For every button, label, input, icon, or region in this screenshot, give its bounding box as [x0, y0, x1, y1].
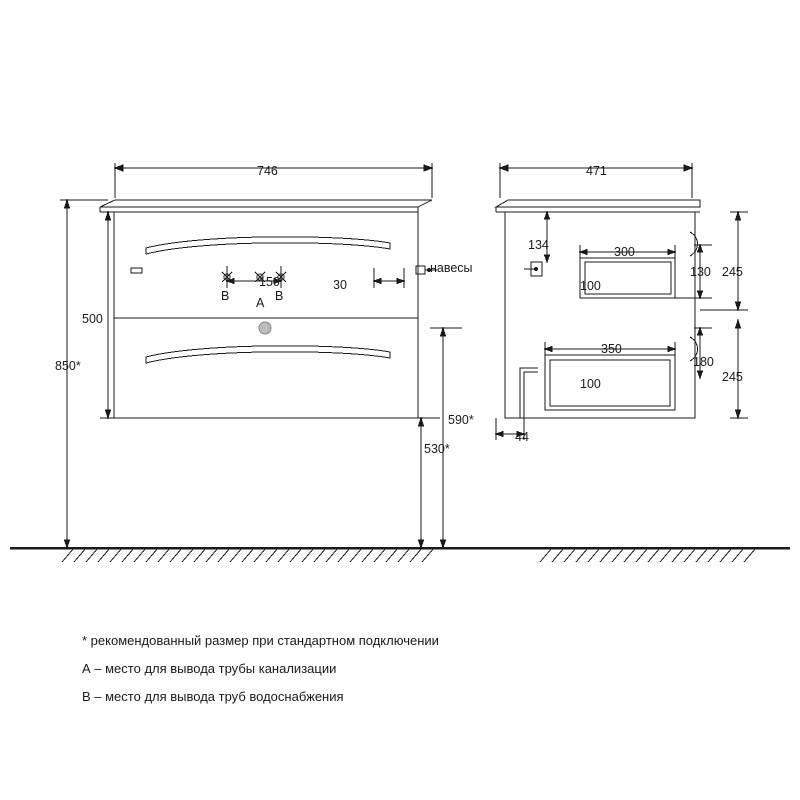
label-746: 746: [257, 164, 278, 178]
dim-134: [545, 212, 550, 262]
label-44: 44: [515, 430, 529, 444]
side-hinge-upper: [690, 232, 698, 256]
dim-245-top: [700, 212, 748, 310]
dim-245-bottom: [730, 320, 748, 418]
label-150: 150: [259, 275, 280, 289]
label-130: 130: [690, 265, 711, 279]
label-180: 180: [693, 355, 714, 369]
label-590: 590*: [448, 413, 474, 427]
front-upper-drawer-groove: [146, 237, 390, 254]
label-b-left: B: [221, 289, 230, 303]
front-lower-drawer-groove: [146, 346, 390, 363]
label-a: A: [256, 296, 265, 310]
label-471: 471: [586, 164, 607, 178]
ground-hatching: [62, 548, 756, 562]
label-245-bottom: 245: [722, 370, 743, 384]
side-lower-drawer: [545, 355, 675, 410]
label-850: 850*: [55, 359, 81, 373]
label-245-top: 245: [722, 265, 743, 279]
label-100-upper: 100: [580, 279, 601, 293]
front-left-mark: [131, 268, 142, 273]
label-30: 30: [333, 278, 347, 292]
dim-530: [410, 418, 440, 548]
label-300: 300: [614, 245, 635, 259]
label-100-lower: 100: [580, 377, 601, 391]
label-350: 350: [601, 342, 622, 356]
dim-30: [374, 268, 404, 288]
legend-line-1: * рекомендованный размер при стандартном подключении: [82, 633, 439, 648]
label-500: 500: [82, 312, 103, 326]
label-navesy: навесы: [430, 261, 473, 275]
label-134: 134: [528, 238, 549, 252]
label-530: 530*: [424, 442, 450, 456]
legend-line-3: В – место для вывода труб водоснабжения: [82, 689, 344, 704]
front-sink-drain: [259, 322, 271, 334]
dim-850: [60, 200, 108, 548]
side-siphon-pipe: [520, 368, 538, 418]
side-countertop: [496, 200, 700, 212]
side-hanger-bracket: [524, 262, 542, 276]
dim-590: [430, 328, 462, 548]
label-b-right: B: [275, 289, 284, 303]
front-countertop: [100, 200, 432, 212]
legend-line-2: А – место для вывода трубы канализации: [82, 661, 337, 676]
